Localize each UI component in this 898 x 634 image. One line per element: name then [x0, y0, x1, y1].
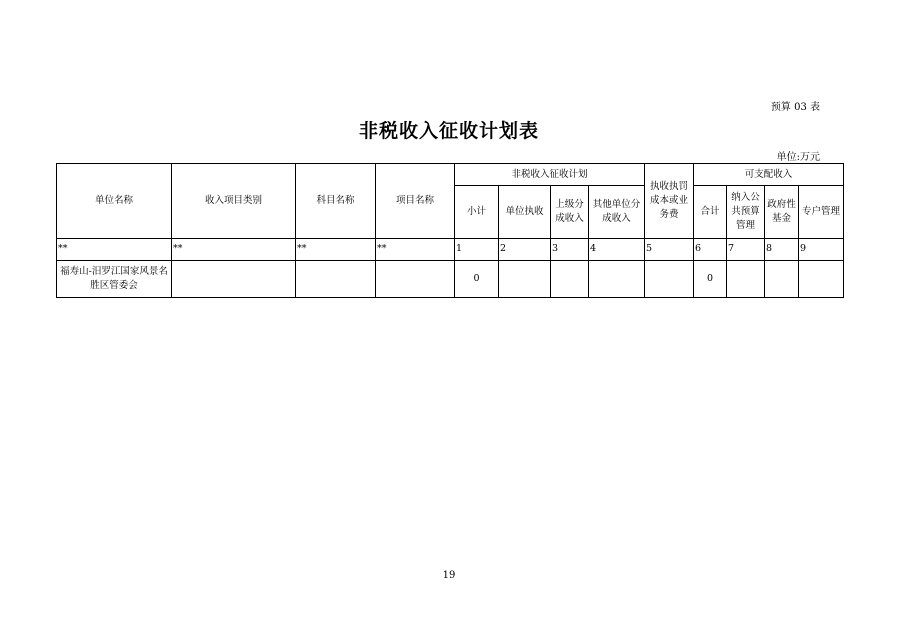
- unit-note: 单位:万元: [776, 152, 820, 163]
- col-group-disposable: 可支配收入: [694, 164, 844, 186]
- cell-other-unit-share: [589, 261, 645, 298]
- col-header-subtotal: 小计: [455, 186, 499, 239]
- cell-superior-share: [551, 261, 589, 298]
- page-number: 19: [442, 570, 456, 581]
- table-row: [57, 261, 844, 298]
- cell-special-account: [799, 261, 844, 298]
- cell-public-budget: [727, 261, 765, 298]
- index-cell: 2: [499, 239, 551, 261]
- col-header-item-name: 项目名称: [376, 164, 455, 239]
- cell-unit-name: 福寿山-汨罗江国家风景名胜区管委会: [57, 261, 172, 298]
- cell-enforcement-fines: [645, 261, 694, 298]
- page-title: 非税收入征收计划表: [358, 120, 539, 142]
- col-header-public-budget: 纳入公共预算管理: [727, 186, 765, 239]
- cell-subtotal: 0: [455, 261, 499, 298]
- col-header-total: 合计: [694, 186, 727, 239]
- col-header-unit-collection: 单位执收: [499, 186, 551, 239]
- table-code: 预算 03 表: [770, 102, 820, 113]
- cell-income-category: [172, 261, 296, 298]
- col-header-gov-fund: 政府性基金: [765, 186, 799, 239]
- col-group-plan: 非税收入征收计划: [455, 164, 645, 186]
- index-cell: **: [296, 239, 376, 261]
- col-header-unit-name: 单位名称: [57, 164, 172, 239]
- col-header-special-account: 专户管理: [799, 186, 844, 239]
- index-cell: 8: [765, 239, 799, 261]
- index-cell: **: [376, 239, 455, 261]
- col-header-subject-name: 科目名称: [296, 164, 376, 239]
- column-index-row: [57, 239, 844, 261]
- index-cell: **: [172, 239, 296, 261]
- index-cell: 1: [455, 239, 499, 261]
- index-cell: 9: [799, 239, 844, 261]
- index-cell: 6: [694, 239, 727, 261]
- cell-item-name: [376, 261, 455, 298]
- revenue-plan-table: [56, 163, 844, 298]
- index-cell: 4: [589, 239, 645, 261]
- col-header-superior-share: 上级分成收入: [551, 186, 589, 239]
- cell-gov-fund: [765, 261, 799, 298]
- cell-unit-collection: [499, 261, 551, 298]
- index-cell: 7: [727, 239, 765, 261]
- col-header-income-category: 收入项目类别: [172, 164, 296, 239]
- index-cell: 5: [645, 239, 694, 261]
- cell-subject-name: [296, 261, 376, 298]
- col-header-other-unit-share: 其他单位分成收入: [589, 186, 645, 239]
- index-cell: 3: [551, 239, 589, 261]
- col-header-enforcement-fines: 执收执罚成本或业务费: [645, 164, 694, 239]
- index-cell: **: [57, 239, 172, 261]
- cell-total: 0: [694, 261, 727, 298]
